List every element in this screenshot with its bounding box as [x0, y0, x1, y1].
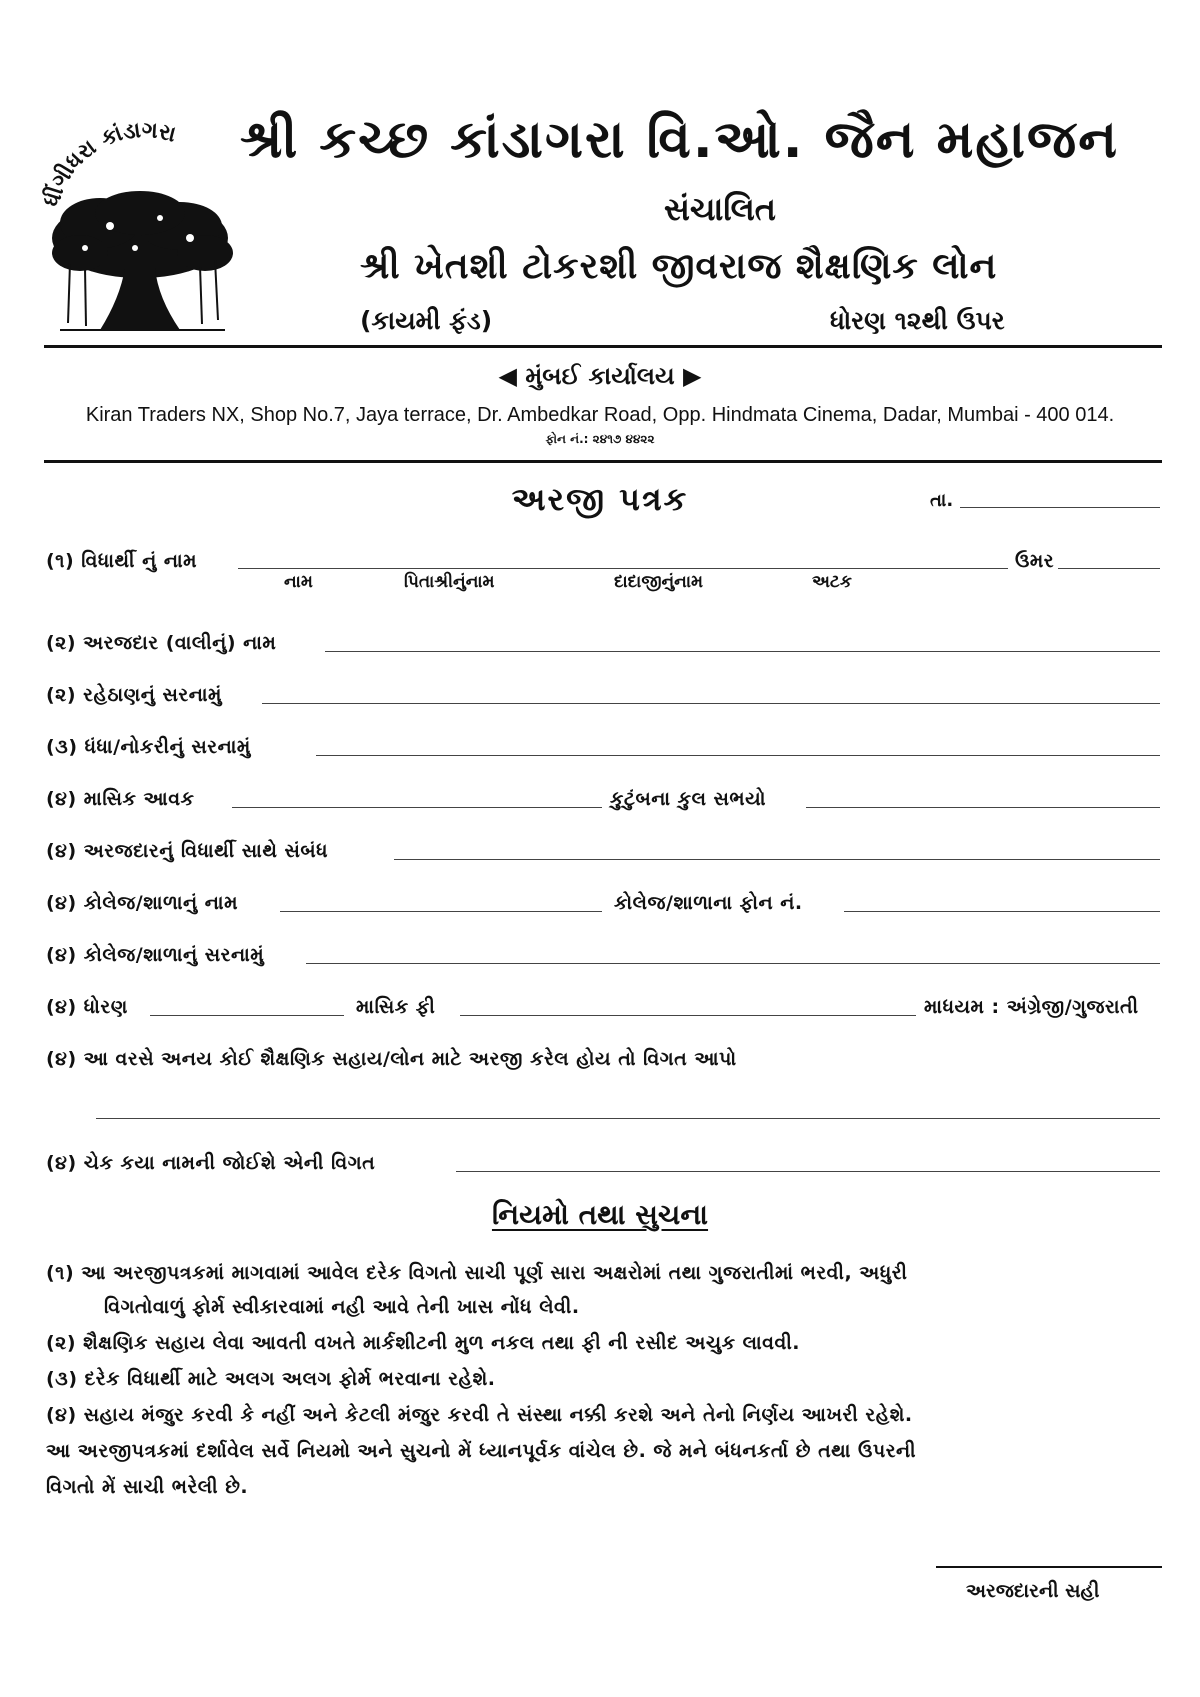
- organization-title: શ્રી કચ્છ કાંડાગરા વિ.ઓ. જૈન મહાજન: [240, 110, 1119, 170]
- rule-item: (૨) શૈક્ષણિક સહાય લેવા આવતી વખતે માર્કશીટની મુળ નકલ તથા ફી ની રસીદ અચુક લાવવી.: [46, 1332, 800, 1354]
- rules-title: [0, 1198, 1200, 1232]
- rules-title-text: નિયમો તથા સુચના: [491, 1198, 709, 1231]
- name-part-grandfather: દાદાજીનુંનામ: [614, 572, 703, 592]
- scheme-title: શ્રી ખેતશી ટોકરશી જીવરાજ શૈક્ષણિક લોન: [360, 246, 998, 287]
- rule-item: (૧) આ અરજીપત્રકમાં માગવામાં આવેલ દરેક વિગતો સાચી પૂર્ણ સારા અક્ષરોમાં તથા ગુજરાતીમાં ભરવી, અધુરી: [46, 1262, 908, 1284]
- date-label: તા.: [930, 490, 954, 511]
- standard-field[interactable]: [150, 1015, 344, 1016]
- college-address-field[interactable]: [306, 963, 1160, 964]
- office-label: ◀ મુંબઈ કાર્યાલય ▶: [498, 362, 702, 390]
- age-field[interactable]: [1058, 568, 1160, 569]
- college-phone-field[interactable]: [844, 911, 1160, 912]
- divider-top: [44, 345, 1162, 348]
- business-address-field[interactable]: [316, 755, 1160, 756]
- business-address-label: (૩) ધંધા/નોકરીનું સરનામું: [46, 736, 251, 758]
- college-address-label: (૪) કોલેજ/શાળાનું સરનામું: [46, 944, 265, 966]
- office-address: Kiran Traders NX, Shop No.7, Jaya terrace, Dr. Ambedkar Road, Opp. Hindmata Cinema, Dadar, Mumbai - 400 014.: [85, 404, 1115, 426]
- monthly-income-label: (૪) માસિક આવક: [46, 788, 195, 810]
- student-name-label: (૧) વિધાર્થી નું નામ: [46, 550, 198, 572]
- cheque-name-label: (૪) ચેક કયા નામની જોઈશે એની વિગત: [46, 1152, 376, 1174]
- signature-field[interactable]: [936, 1566, 1162, 1568]
- name-part-surname: અટક: [812, 572, 852, 592]
- age-label: ઉમર: [1015, 550, 1055, 572]
- name-part-father: પિતાશ્રીનુંનામ: [404, 572, 495, 592]
- medium-label: માધયમ : અંગ્રેજી/ગુજરાતી: [924, 996, 1139, 1018]
- logo-text: ધીંગીધરા કાંડાગરા: [40, 117, 179, 210]
- relation-field[interactable]: [394, 859, 1160, 860]
- family-members-label: કુટુંબના કુલ સભયો: [610, 788, 766, 810]
- date-field[interactable]: [960, 507, 1160, 508]
- form-title: અરજી પત્રક: [511, 480, 689, 518]
- cheque-name-field[interactable]: [456, 1171, 1160, 1172]
- applicant-name-field[interactable]: [325, 651, 1160, 652]
- rule-item: વિગતોવાળું ફોર્મ સ્વીકારવામાં નહી આવે તેની ખાસ નોંધ લેવી.: [104, 1296, 580, 1318]
- college-name-label: (૪) કોલેજ/શાળાનું નામ: [46, 892, 238, 914]
- other-aid-field[interactable]: [96, 1118, 1160, 1119]
- rule-item: (૪) સહાય મંજુર કરવી કે નહીં અને કેટલી મંજુર કરવી તે સંસ્થા નક્કી કરશે અને તેનો નિર્ણય આખરી રહેશે.: [46, 1404, 913, 1426]
- standard-label: ધોરણ ૧૨થી ઉપર: [830, 306, 1005, 335]
- monthly-fee-field[interactable]: [460, 1015, 916, 1016]
- student-name-field[interactable]: [238, 568, 1008, 569]
- college-phone-label: કોલેજ/શાળાના ફોન નં.: [614, 892, 803, 914]
- monthly-fee-label: માસિક ફી: [356, 996, 436, 1018]
- fund-label: (કાયમી ફંડ): [360, 306, 493, 335]
- monthly-income-field[interactable]: [232, 807, 602, 808]
- divider-bottom: [44, 460, 1162, 463]
- office-phone: ફોન નં.: ૨૪૧૭ ૪૪૨૨: [545, 432, 655, 446]
- name-part-first: નામ: [284, 572, 313, 592]
- other-aid-label: (૪) આ વરસે અનય કોઈ શૈક્ષણિક સહાય/લોન માટે અરજી કરેલ હોય તો વિગત આપો: [46, 1048, 737, 1070]
- residence-address-label: (૨) રહેઠાણનું સરનામું: [46, 684, 222, 706]
- college-name-field[interactable]: [280, 911, 602, 912]
- residence-address-field[interactable]: [262, 703, 1160, 704]
- family-members-field[interactable]: [806, 807, 1160, 808]
- applicant-name-label: (૨) અરજદાર (વાલીનું) નામ: [46, 632, 277, 654]
- relation-label: (૪) અરજદારનું વિધાર્થી સાથે સંબંધ: [46, 840, 329, 862]
- standard-field-label: (૪) ધોરણ: [46, 996, 128, 1018]
- rule-item: (૩) દરેક વિધાર્થી માટે અલગ અલગ ફોર્મ ભરવાના રહેશે.: [46, 1368, 496, 1390]
- organization-subtitle: સંચાલિત: [663, 190, 776, 228]
- declaration-text: વિગતો મેં સાચી ભરેલી છે.: [46, 1476, 249, 1498]
- signature-label: અરજદારની સહી: [966, 1580, 1100, 1602]
- declaration-text: આ અરજીપત્રકમાં દર્શાવેલ સર્વે નિયમો અને સુચનો મેં ધ્યાનપૂર્વક વાંચેલ છે. જે મને બંધનકર્તા છે તથા ઉપરની: [46, 1440, 917, 1462]
